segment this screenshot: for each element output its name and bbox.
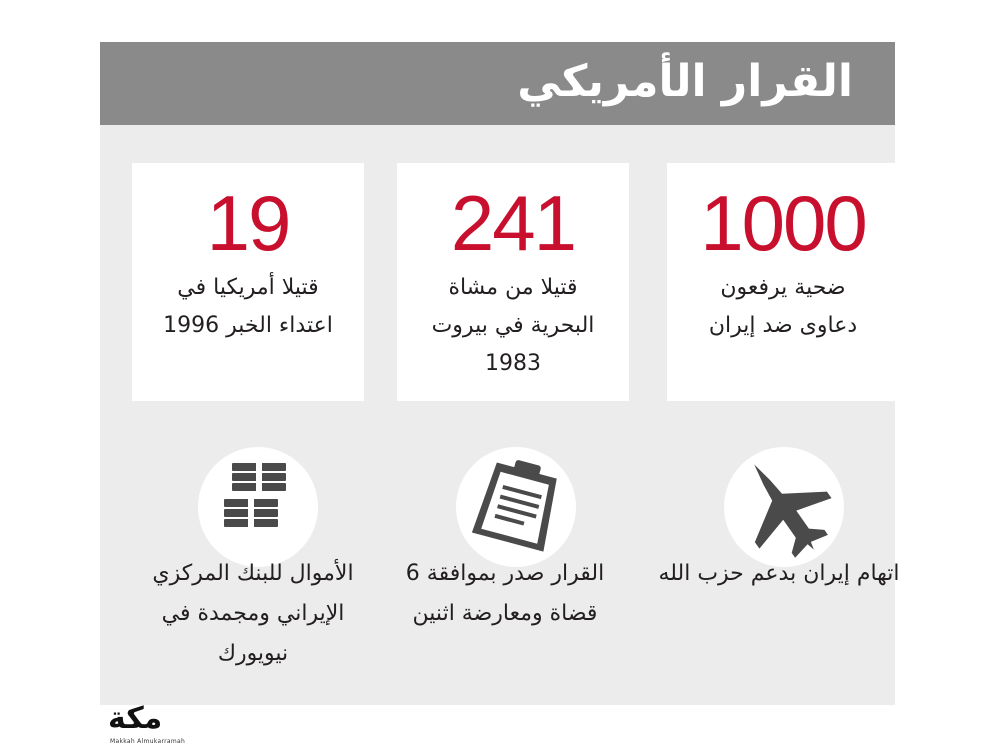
infographic-panel bbox=[100, 42, 900, 705]
stat-description: قتيلا أمريكيا في اعتداء الخبر 1996 bbox=[163, 275, 333, 338]
caption-funds: الأموال للبنك المركزي الإيراني ومجمدة في نيويورك bbox=[152, 561, 354, 666]
stat-description: قتيلا من مشاة البحرية في بيروت 1983 bbox=[431, 275, 595, 376]
stat-number: 241 bbox=[450, 179, 576, 267]
fighter-jet-icon bbox=[724, 447, 844, 567]
page-title: القرار الأمريكي bbox=[517, 56, 853, 107]
stat-card-marines bbox=[397, 163, 629, 401]
money-stacks-icon bbox=[198, 447, 318, 567]
header-bar bbox=[100, 42, 895, 125]
logo-name: مكة bbox=[108, 701, 163, 736]
caption-ruling: القرار صدر بموافقة 6 قضاة ومعارضة اثنين bbox=[405, 561, 605, 626]
clipboard-icon bbox=[456, 447, 576, 567]
stat-number: 19 bbox=[206, 179, 290, 267]
stat-card-plaintiffs bbox=[667, 163, 899, 401]
makkah-logo bbox=[108, 702, 198, 748]
stat-description: ضحية يرفعون دعاوى ضد إيران bbox=[708, 275, 858, 338]
stat-card-khobar bbox=[132, 163, 364, 401]
caption-accusation: اتهام إيران بدعم حزب الله bbox=[658, 561, 900, 586]
logo-subtitle: Makkah Almukarramah bbox=[110, 738, 186, 745]
stat-number: 1000 bbox=[700, 179, 866, 267]
